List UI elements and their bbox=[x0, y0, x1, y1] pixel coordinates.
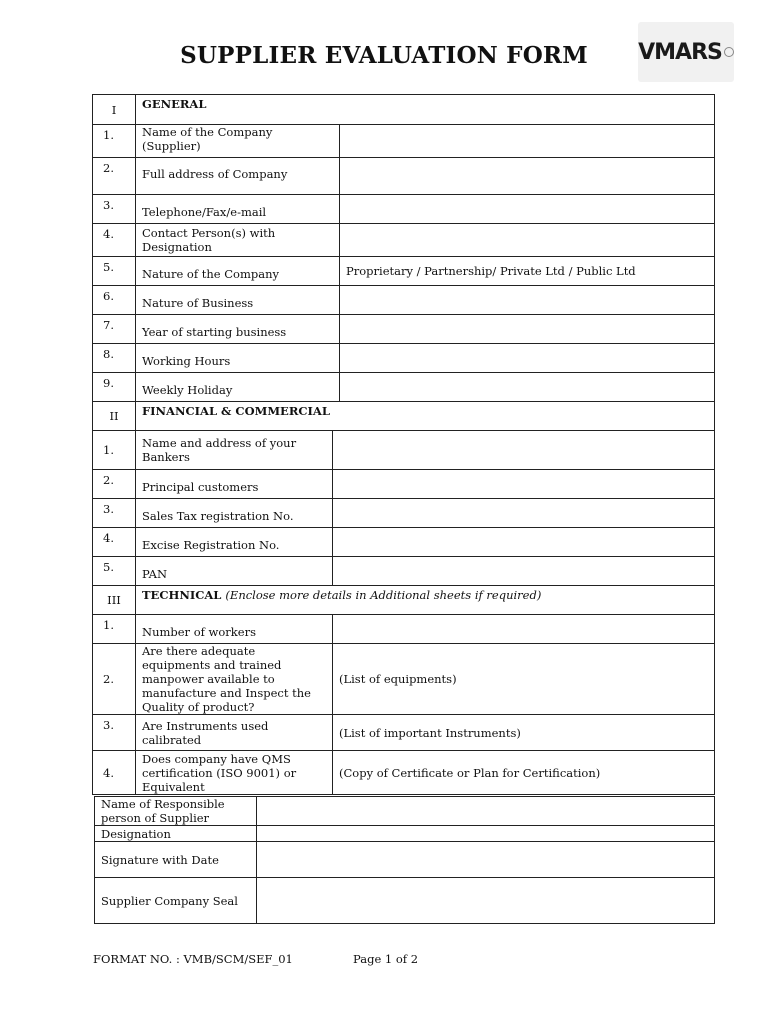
row-number: 4. bbox=[93, 224, 136, 257]
table-row bbox=[93, 615, 715, 644]
section-heading: GENERAL bbox=[136, 95, 715, 125]
signature-value-field[interactable] bbox=[257, 878, 715, 924]
signature-value-field[interactable] bbox=[257, 826, 715, 842]
row-label: Does company have QMS certification (ISO 9001) or Equivalent bbox=[136, 751, 333, 795]
row-number: 2. bbox=[93, 644, 136, 715]
signature-label: Name of Responsible person of Supplier bbox=[95, 797, 257, 826]
section-number: III bbox=[93, 586, 136, 615]
row-number: 3. bbox=[93, 499, 136, 528]
row-number: 8. bbox=[93, 344, 136, 373]
row-label: Full address of Company bbox=[136, 158, 340, 195]
row-value-field[interactable] bbox=[333, 615, 715, 644]
row-value-field[interactable] bbox=[340, 125, 715, 158]
table-row bbox=[93, 715, 715, 751]
section-heading-text: TECHNICAL bbox=[142, 588, 222, 602]
row-number: 1. bbox=[93, 615, 136, 644]
row-label: Number of workers bbox=[136, 615, 333, 644]
row-number: 2. bbox=[93, 158, 136, 195]
row-number: 7. bbox=[93, 315, 136, 344]
evaluation-table bbox=[92, 94, 715, 795]
row-label: Sales Tax registration No. bbox=[136, 499, 333, 528]
row-value-field[interactable] bbox=[340, 373, 715, 402]
page-number: Page 1 of 2 bbox=[353, 952, 419, 966]
row-value-field[interactable] bbox=[333, 557, 715, 586]
section-header-financial bbox=[93, 402, 715, 431]
section-header-technical bbox=[93, 586, 715, 615]
row-number: 1. bbox=[93, 125, 136, 158]
row-number: 5. bbox=[93, 257, 136, 286]
table-row bbox=[93, 158, 715, 195]
row-value-field[interactable] bbox=[340, 224, 715, 257]
row-label: Contact Person(s) with Designation bbox=[136, 224, 340, 257]
table-row bbox=[93, 431, 715, 470]
row-value-field[interactable] bbox=[340, 286, 715, 315]
row-label: Name of the Company (Supplier) bbox=[136, 125, 340, 158]
row-label: Year of starting business bbox=[136, 315, 340, 344]
table-row bbox=[93, 751, 715, 795]
table-row bbox=[93, 195, 715, 224]
signature-table bbox=[94, 796, 715, 924]
row-number: 3. bbox=[93, 195, 136, 224]
row-label: Name and address of your Bankers bbox=[136, 431, 333, 470]
row-label: Are there adequate equipments and trained manpower available to manufacture and Inspect the Quality of product? bbox=[136, 644, 333, 715]
row-label: Working Hours bbox=[136, 344, 340, 373]
row-value-field[interactable]: Proprietary / Partnership/ Private Ltd / Public Ltd bbox=[340, 257, 715, 286]
row-value-field[interactable] bbox=[340, 195, 715, 224]
section-heading: FINANCIAL & COMMERCIAL bbox=[136, 402, 715, 431]
row-label: Weekly Holiday bbox=[136, 373, 340, 402]
section-heading bbox=[136, 586, 715, 615]
page-title: SUPPLIER EVALUATION FORM bbox=[180, 42, 588, 69]
row-label: Nature of Business bbox=[136, 286, 340, 315]
table-row bbox=[93, 257, 715, 286]
section-number: II bbox=[93, 402, 136, 431]
table-row bbox=[93, 557, 715, 586]
row-value-field[interactable] bbox=[333, 470, 715, 499]
row-label: Nature of the Company bbox=[136, 257, 340, 286]
row-number: 3. bbox=[93, 715, 136, 751]
row-value-field[interactable]: (List of important Instruments) bbox=[333, 715, 715, 751]
row-value-field[interactable] bbox=[333, 528, 715, 557]
row-label: Are Instruments used calibrated bbox=[136, 715, 333, 751]
row-label: Excise Registration No. bbox=[136, 528, 333, 557]
signature-value-field[interactable] bbox=[257, 842, 715, 878]
table-row bbox=[93, 373, 715, 402]
table-row bbox=[93, 125, 715, 158]
row-label: PAN bbox=[136, 557, 333, 586]
row-value-field[interactable] bbox=[340, 315, 715, 344]
row-number: 6. bbox=[93, 286, 136, 315]
logo-icon bbox=[724, 47, 734, 57]
row-number: 5. bbox=[93, 557, 136, 586]
row-label: Telephone/Fax/e-mail bbox=[136, 195, 340, 224]
table-row bbox=[93, 470, 715, 499]
row-number: 2. bbox=[93, 470, 136, 499]
table-row bbox=[95, 842, 715, 878]
signature-value-field[interactable] bbox=[257, 797, 715, 826]
table-row bbox=[93, 528, 715, 557]
row-value-field[interactable]: (Copy of Certificate or Plan for Certification) bbox=[333, 751, 715, 795]
row-value-field[interactable]: (List of equipments) bbox=[333, 644, 715, 715]
row-number: 9. bbox=[93, 373, 136, 402]
row-label: Principal customers bbox=[136, 470, 333, 499]
table-row bbox=[93, 644, 715, 715]
row-value-field[interactable] bbox=[333, 499, 715, 528]
table-row bbox=[93, 224, 715, 257]
signature-label: Signature with Date bbox=[95, 842, 257, 878]
table-row bbox=[93, 286, 715, 315]
table-row bbox=[95, 826, 715, 842]
section-header-general bbox=[93, 95, 715, 125]
table-row bbox=[95, 878, 715, 924]
row-number: 1. bbox=[93, 431, 136, 470]
logo-text: VMARS bbox=[638, 39, 722, 65]
section-note: (Enclose more details in Additional sheets if required) bbox=[225, 588, 542, 602]
signature-label: Designation bbox=[95, 826, 257, 842]
section-note-text: Enclose more details in Additional sheets if required bbox=[229, 588, 537, 602]
logo bbox=[638, 22, 734, 82]
table-row bbox=[95, 797, 715, 826]
table-row bbox=[93, 499, 715, 528]
signature-label: Supplier Company Seal bbox=[95, 878, 257, 924]
section-number: I bbox=[93, 95, 136, 125]
row-number: 4. bbox=[93, 751, 136, 795]
row-value-field[interactable] bbox=[340, 344, 715, 373]
table-row bbox=[93, 315, 715, 344]
format-number: FORMAT NO. : VMB/SCM/SEF_01 bbox=[93, 952, 293, 966]
row-value-field[interactable] bbox=[340, 158, 715, 195]
row-number: 4. bbox=[93, 528, 136, 557]
table-row bbox=[93, 344, 715, 373]
row-value-field[interactable] bbox=[333, 431, 715, 470]
